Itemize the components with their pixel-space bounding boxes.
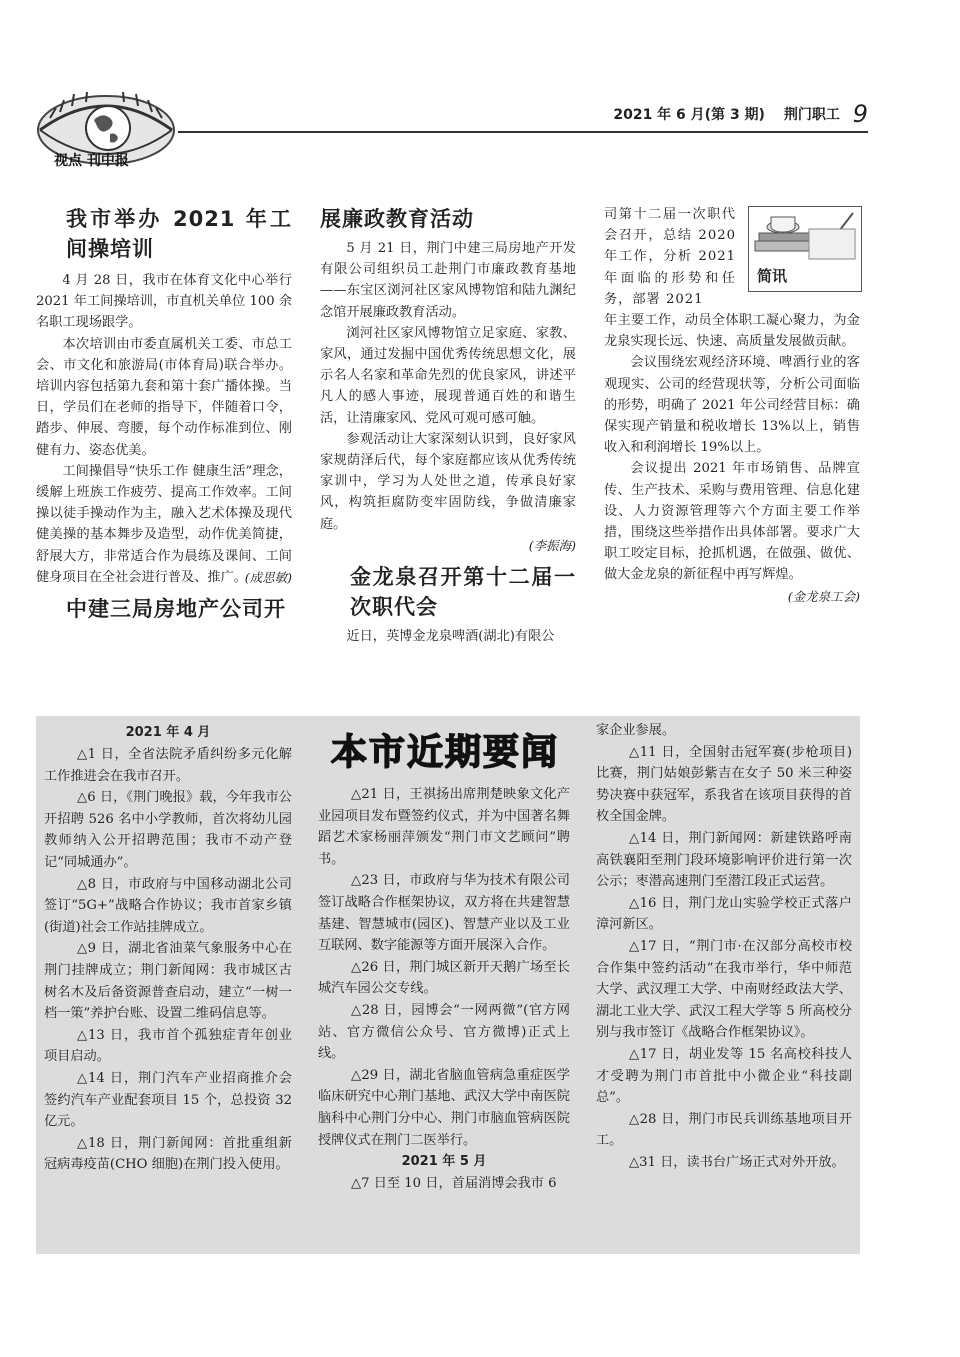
paragraph: 4 月 28 日，我市在体育文化中心举行 2021 年工间操培训，市直机关单位 100 余名职工现场跟学。 <box>36 273 292 331</box>
month-heading: 2021 年 5 月 <box>401 1154 487 1170</box>
paragraph: 5 月 21 日，荆门中建三局房地产开发有限公司组织员工赴荆门市廉政教育基地——东宝区浏河社区家风博物馆和陆九渊纪念馆开展廉政教育活动。 <box>320 241 576 320</box>
news-item: △21 日，王祺扬出席荆楚映象文化产业园项目发布暨签约仪式，并为中国著名舞蹈艺术家杨丽萍颁发“荆门市文艺顾问”聘书。 <box>318 787 570 867</box>
news-title: 本市近期要闻 <box>330 732 559 773</box>
news-item: △28 日，荆门市民兵训练基地项目开工。 <box>596 1111 852 1149</box>
paragraph: 浏河社区家风博物馆立足家庭、家教、家风，通过发掘中国优秀传统思想文化，展示名人名家和革命先烈的优良家风，讲述平凡人的感人事迹，展现普通百姓的和谐生活，让清廉家风、党风可观可感可触。 <box>320 325 576 426</box>
news-column-3 <box>596 720 852 1173</box>
news-item: △28 日，园博会“一网两微”(官方网站、官方微信公众号、官方微博)正式上线。 <box>318 1002 570 1062</box>
news-item: △6 日，《荆门晚报》载，今年我市公开招聘 526 名中小学教师，首次将幼儿园教师纳入公开招聘范围；我市不动产登记“同城通办”。 <box>44 790 292 870</box>
news-item: △31 日，读书台广场正式对外开放。 <box>629 1154 845 1170</box>
news-item: △16 日，荆门龙山实验学校正式落户漳河新区。 <box>596 895 852 933</box>
news-item: △14 日，荆门新闻网：新建铁路呼南高铁襄阳至荆门段环境影响评价进行第一次公示；枣潜高速荆门至潜江段正式运营。 <box>596 830 852 890</box>
article-column-2 <box>320 204 576 647</box>
publication-name: 荆门职工 <box>783 107 840 123</box>
news-item: △8 日，市政府与中国移动湖北公司签订“5G+”战略合作协议；我市首家乡镇(街道)社会工作站挂牌成立。 <box>44 876 292 935</box>
news-item: △9 日，湖北省油菜气象服务中心在荆门挂牌成立；荆门新闻网：我市城区古树名木及后备资源普查启动，建立“一树一档一策”养护台账、设置二维码信息等。 <box>44 941 292 1022</box>
masthead-logo <box>36 92 176 174</box>
paragraph: 会议围绕宏观经济环境、啤酒行业的客观现实、公司的经营现状等，分析公司面临的形势，明确了 2021 年公司经营目标：确保实现产销量和税收增长 13%以上，销售收入和利润增长 19%以上。 <box>604 355 860 456</box>
paragraph: 近日，英博金龙泉啤酒(湖北)有限公 <box>346 629 555 645</box>
brief-label: 简讯 <box>757 267 788 285</box>
paragraph: 工间操倡导“快乐工作 健康生活”理念，缓解上班族工作疲劳、提高工作效率。工间操以徒手操动作为主，融入艺术体操及现代健美操的基本舞步及造型，动作优美简捷，舒展大方，非常适合作为晨练及课间、工间健身项目在全社会进行普及、推广。 <box>36 463 292 585</box>
news-item: △14 日，荆门汽车产业招商推介会签约汽车产业配套项目 15 个，总投资 32 亿元。 <box>44 1070 292 1130</box>
news-item: △18 日，荆门新闻网：首批重组新冠病毒疫苗(CHO 细胞)在荆门投入使用。 <box>44 1135 292 1173</box>
news-item: △26 日，荆门城区新开天鹅广场至长城汽车园公交专线。 <box>318 959 570 997</box>
article-title-jinlongquan: 金龙泉召开第十二届一次职代会 <box>350 565 576 620</box>
news-item: △1 日，全省法院矛盾纠纷多元化解工作推进会在我市召开。 <box>44 747 292 784</box>
recent-news-box <box>36 716 860 1254</box>
author-byline: (成思敏) <box>244 570 292 586</box>
news-item: △7 日至 10 日，首届消博会我市 6 <box>351 1176 557 1192</box>
header-rule <box>178 131 868 133</box>
issue-date: 2021 年 6 月(第 3 期) <box>613 107 765 123</box>
article-title-cscec-part1: 中建三局房地产公司开 <box>66 597 286 622</box>
news-item: △17 日，胡业发等 15 名高校科技人才受聘为荆门市首批中小微企业“科技副总”。 <box>596 1046 852 1106</box>
news-item: △29 日，湖北省脑血管病急重症医学临床研究中心荆门基地、武汉大学中南医院脑科中心荆门分中心、荆门市脑血管病医院授牌仪式在荆门二医举行。 <box>318 1067 570 1148</box>
news-item: △13 日，我市首个孤独症青年创业项目启动。 <box>44 1027 292 1065</box>
page-header <box>600 100 868 128</box>
month-heading: 2021 年 4 月 <box>125 725 211 740</box>
author-byline: (金龙泉工会) <box>787 588 860 604</box>
news-column-2 <box>318 784 570 1195</box>
news-item: △17 日，“荆门市·在汉部分高校市校合作集中签约活动”在我市举行，华中师范大学、武汉理工大学、中南财经政法大学、湖北工业大学、武汉工程大学等 5 所高校分别与我市签订《战略合作框架协议》。 <box>596 938 852 1041</box>
paragraph: 本次培训由市委直属机关工委、市总工会、市文化和旅游局(市体育局)联合举办。培训内容包括第九套和第十套广播体操。当日，学员们在老师的指导下，伴随着口令，踏步、伸展、弯腰，每个动作标准到位、刚健有力、姿态优美。 <box>36 336 292 458</box>
article-column-1 <box>36 204 292 624</box>
page-number: 9 <box>852 100 868 128</box>
logo-text: 视点 刊中报 <box>54 153 129 169</box>
news-column-1 <box>44 722 292 1176</box>
paragraph: 参观活动让大家深刻认识到，良好家风家规荫泽后代，每个家庭都应该从优秀传统家训中，学习为人处世之道，传承良好家风，构筑拒腐防变牢固防线，争做清廉家庭。 <box>320 431 576 532</box>
paragraph: 年主要工作，动员全体职工凝心聚力，为金龙泉实现长远、快速、高质量发展做贡献。 <box>604 313 860 350</box>
article-title-cscec-part2: 展廉政教育活动 <box>320 207 474 231</box>
article-title-workout: 我市举办 2021 年工间操培训 <box>66 207 292 261</box>
article-column-3 <box>604 204 860 607</box>
paragraph: 司第十二届一次职代会召开，总结 2020 年工作，分析 2021 年面临的形势和任务，部署 2021 <box>604 207 736 307</box>
news-item: △23 日，市政府与华为技术有限公司签订战略合作框架协议，双方将在共建智慧基建、智慧城市(园区)、智慧产业以及工业互联网、数字能源等方面开展深入合作。 <box>318 873 570 954</box>
news-item: 家企业参展。 <box>596 723 676 738</box>
author-byline: (李振海) <box>528 537 576 553</box>
news-item: △11 日，全国射击冠军赛(步枪项目)比赛，荆门姑娘彭紫吉在女子 50 米三种姿势决赛中获冠军，系我省在该项目获得的首枚全国金牌。 <box>596 744 852 825</box>
paragraph: 会议提出 2021 年市场销售、品牌宣传、生产技术、采购与费用管理、信息化建设、人力资源管理等六个方面主要工作举措，围绕这些举措作出具体部署。要求广大职工咬定目标，抢抓机遇，在做强、做优、做大金龙泉的新征程中再写辉煌。 <box>604 461 860 583</box>
